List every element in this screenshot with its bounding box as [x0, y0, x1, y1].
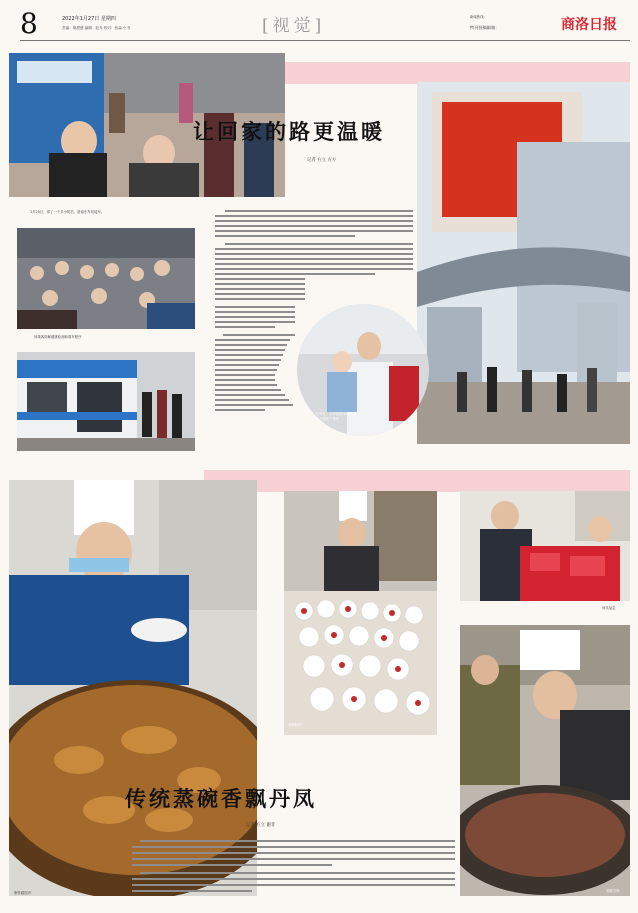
photo-bus-station	[417, 82, 630, 444]
story1-body-text-narrow	[215, 304, 297, 416]
page-number: 8	[20, 7, 38, 40]
photo-bowls-prep	[284, 491, 437, 735]
photo-red-bags	[460, 491, 630, 601]
section-title: [视觉]	[262, 16, 326, 36]
photo-crowd-checkin	[17, 228, 195, 329]
caption-center-story2: 蒸碗制作	[288, 723, 302, 727]
byline-story2: 记者 方立 谢非	[246, 823, 276, 828]
story2-body-text	[132, 838, 457, 896]
photo-bus-boarding	[17, 352, 195, 451]
contact-line-1: 新闻热线：	[470, 15, 487, 19]
caption-top: 1月25日，带了一个多小时后，洛南东车站接车。	[30, 210, 105, 214]
headline-story2: 传统蒸碗香飘丹凤	[125, 786, 317, 811]
date-line: 2022年1月27日 星期四	[62, 16, 116, 22]
caption-mid1: 何乘客讲解健康检测和乘车程序	[34, 335, 82, 339]
newspaper-logo: 商洛日报	[561, 17, 617, 33]
byline-story1: 记者 方立 方方	[307, 158, 337, 163]
caption-right: 何乐品尝	[602, 606, 616, 610]
pink-band-bottom	[204, 470, 630, 492]
contact-line-2: 特刊投稿邮箱：	[470, 25, 500, 30]
caption-left: 制作腐皮肉	[14, 891, 31, 895]
header-rule	[20, 40, 630, 41]
photo-chef-meat-pan	[9, 480, 257, 896]
editor-line: 责编：胡澄慧 编辑：赵芃 校对：张淼 小书	[62, 26, 131, 30]
story2-text-lines	[132, 838, 457, 896]
headline-story1: 让回家的路更温暖	[193, 119, 385, 144]
story1-text-lines	[215, 208, 415, 304]
story1-body-text	[215, 208, 415, 304]
caption-bottom-right: 蒸碗出锅	[606, 889, 620, 893]
story1-text-lines-narrow	[215, 304, 297, 416]
caption-center: 一位家长、大手拉出小孩旅客 在家人陪同下乘车	[312, 412, 357, 421]
photo-cooks-wok	[460, 625, 630, 896]
